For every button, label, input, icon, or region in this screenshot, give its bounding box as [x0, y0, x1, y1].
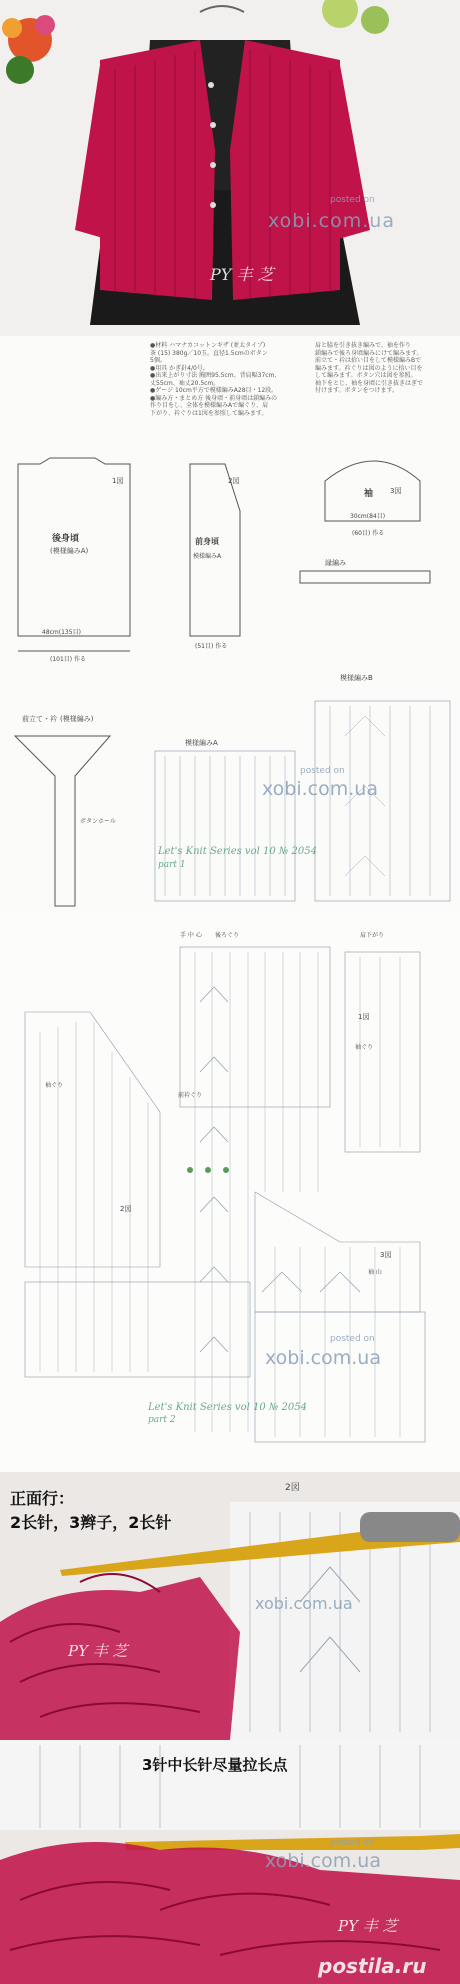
caption-line2: 2长针，3辫子，2长针 — [10, 1513, 172, 1532]
credit-text: Let's Knit Series vol 10 № 2054 — [148, 1402, 307, 1413]
caption-line1: 正面行： — [10, 1489, 75, 1508]
label-neck: 後ろぐり — [215, 932, 240, 939]
watermark-posted-on: posted on — [330, 1838, 375, 1848]
watermark-posted-on: posted on — [330, 195, 375, 205]
text-line: 茶 (15) 380g／10玉。直径1.5cmのボタン — [150, 349, 268, 357]
caption: 3针中长针尽量拉长点 — [142, 1756, 288, 1774]
text-line: ●編み方・まとめ方 後身頃・前身頃は鎖編みの — [150, 394, 278, 402]
crochet-charts — [0, 912, 460, 1472]
label-front-pattern: 模様編みA — [193, 553, 222, 560]
watermark-posted-on: posted on — [300, 766, 345, 776]
label-buttonhole: ボタンホール — [80, 818, 116, 825]
pattern-schematic-page — [0, 336, 460, 912]
label-start: 手 中 心 — [180, 932, 202, 939]
watermark-site: xobi.com.ua — [255, 1594, 353, 1613]
schematic-drawings — [0, 336, 460, 912]
credit-part: part 2 — [148, 1415, 176, 1425]
text-line: 作り目をし、全体を模様編みAで編ぐり、肩 — [150, 402, 269, 409]
label-sleeve: 袖 — [364, 489, 374, 499]
label-sleeve-cap: 袖 山 — [368, 1269, 382, 1276]
garment-photo — [0, 0, 460, 336]
label-front-neck: 前衿ぐり — [178, 1092, 203, 1099]
label-band-pattern: (模様編み) — [60, 715, 94, 723]
text-line: 前立て・衿は拾い目をして模様編みBで — [315, 357, 422, 364]
logo-watermark: PY 丰 芝 — [68, 1642, 128, 1660]
text-line: 5個。 — [150, 357, 166, 364]
measure-back-width: (101目) 作る — [50, 656, 87, 663]
text-line: 袖下をとじ、袖を身頃に引き抜きはぎで — [315, 379, 424, 387]
credit-text: Let's Knit Series vol 10 № 2054 — [158, 846, 317, 857]
text-line: ●用具 かぎ針4/0号。 — [150, 364, 209, 372]
text-line: ●材料 ハマナカコットンギザ (並太タイプ) — [150, 342, 266, 349]
label-back: 後身頃 — [52, 534, 80, 544]
logo-watermark: PY 丰 芝 — [210, 265, 274, 284]
watermark-site: xobi.com.ua — [268, 210, 395, 232]
text-line: 下がり、衿ぐりは1図を参照して編みます。 — [150, 409, 268, 417]
text-line: 付けます。ボタンをつけます。 — [315, 387, 399, 394]
label-front: 前身頃 — [195, 537, 219, 546]
text-line: ●出来上がり寸法 胸囲95.5cm、背肩幅37cm、 — [150, 372, 281, 379]
watermark-site: xobi.com.ua — [265, 1347, 381, 1369]
watermark-site: xobi.com.ua — [262, 778, 378, 800]
logo-watermark: PY 丰 芝 — [338, 1917, 398, 1935]
label-edging: 縁編み — [325, 559, 346, 567]
label-fig3: 3図 — [390, 487, 402, 495]
text-line: 編みます。衿ぐりは図のように拾い目を — [315, 364, 423, 372]
watermark-posted-on: posted on — [330, 1334, 375, 1344]
measure-sleeve: (60目) 作る — [352, 530, 385, 537]
credit-part: part 1 — [158, 860, 186, 870]
text-line: 丈55cm、袖丈20.5cm。 — [150, 379, 220, 387]
measure-sleeve-cm: 30cm(84目) — [350, 513, 386, 520]
label-fig2: 2図 — [120, 1205, 132, 1213]
figure-label: 2図 — [285, 1483, 300, 1493]
text-line: して編みます。ボタン穴は図を参照。 — [315, 372, 417, 379]
label-fig1: 1図 — [112, 477, 124, 485]
process-photo-1 — [0, 1472, 460, 1740]
measure-back-cm: 48cm(135目) — [42, 629, 81, 636]
label-shoulder: 肩下がり — [360, 932, 385, 939]
label-fig1: 1図 — [358, 1013, 370, 1021]
measure-front-width: (51目) 作る — [195, 643, 228, 650]
hook-and-yarn-illustration — [0, 1740, 460, 1984]
text-line: ●ゲージ 10cm平方で模様編みA28目・12段。 — [150, 387, 278, 394]
garment-illustration — [0, 0, 460, 336]
label-pattern-b: 模様編みB — [340, 674, 373, 682]
label-fig2: 2図 — [228, 477, 240, 485]
label-back-pattern: (模様編みA) — [50, 547, 89, 555]
text-line: 鎖編みで後ろ身頃編みにけて編みます。 — [315, 349, 423, 357]
label-armhole-right: 袖ぐり — [355, 1044, 374, 1051]
process-photo-2 — [0, 1740, 460, 1984]
label-front-band: 前立て・衿 — [22, 715, 57, 723]
label-fig3: 3図 — [380, 1251, 392, 1259]
label-armhole-left: 袖ぐり — [45, 1082, 64, 1089]
watermark-site: xobi.com.ua — [265, 1850, 381, 1872]
crochet-chart-page — [0, 912, 460, 1472]
text-line: 肩と脇を引き抜き編みで、袖を作り — [315, 342, 411, 349]
label-pattern-a: 模様編みA — [185, 739, 218, 747]
site-watermark: postila.ru — [318, 1954, 427, 1978]
